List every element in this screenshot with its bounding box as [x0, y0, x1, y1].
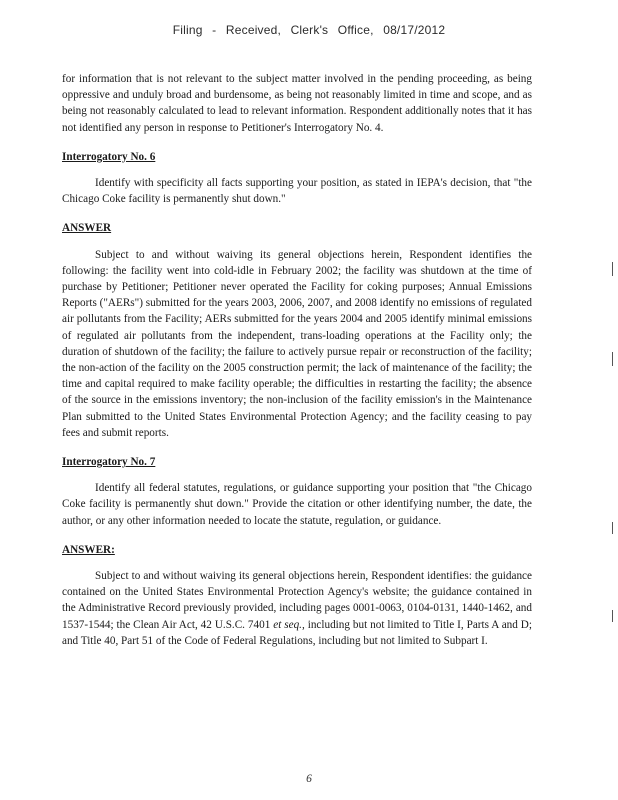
answer-7-text-a: Subject to and without waiving its general objections herein, Respondent identifies: the guidance contained on the United States Environmental Protection Agency's website; the guidance contained in the Administrative Record previously provided, including pages 0001-0063, 0104-0131, 1440-1462, and 1537-1544; the Clean Air Act, 42 U.S.C. 7401	[62, 570, 532, 631]
filing-stamp: Filing - Received, Clerk's Office, 08/17/2012	[172, 23, 446, 37]
margin-mark	[612, 522, 613, 534]
heading-answer-7: ANSWER:	[62, 543, 115, 556]
paragraph-objection-continued: for information that is not relevant to the subject matter involved in the pending proceeding, as being oppressive and unduly broad and burdensome, as being not reasonably limited in time and scope, and as being not reasonably calculated to lead to relevant information. Respondent additionally notes that it has not identified any person in response to Petitioner's Interrogatory No. 4.	[62, 73, 532, 134]
document-body	[62, 71, 532, 649]
heading-answer-6: ANSWER	[62, 222, 112, 235]
paragraph-answer-6: Subject to and without waiving its general objections herein, Respondent identifies the following: the facility went into cold-idle in February 2002; the facility was shutdown at the time of purchase by Petitioner; Petitioner never operated the Facility for coking purposes; Annual Emissions Reports ("AERs") submitted for the years 2003, 2006, 2007, and 2008 identify no emissions of regulated air pollutants from the Facility; AERs submitted for the years 2004 and 2005 identify minimal emissions of regulated air pollutants from the independent, trans-loading operations at the Facility only; the duration of shutdown of the facility; the failure to actively pursue repair or reconstruction of the facility; the non-action of the facility on the 2005 construction permit; the lack of maintenance of the facility; the time and capital required to make facility operable; the difficulties in restarting the facility; the absence of the source in the emissions inventory; the non-inclusion of the facility emission's in the Maintenance Plan submitted to the United States Environmental Protection Agency; and the facility ceasing to pay fees and submit reports.	[62, 248, 532, 439]
answer-7-et-seq: et seq.,	[273, 618, 305, 631]
paragraph-interrogatory-6: Identify with specificity all facts supporting your position, as stated in IEPA's decision, that "the Chicago Coke facility is permanently shut down."	[62, 177, 532, 206]
heading-interrogatory-7: Interrogatory No. 7	[62, 456, 156, 469]
margin-mark	[612, 610, 613, 622]
paragraph-answer-7	[62, 568, 532, 649]
answer-7-text-b: including but not limited to Title I, Parts A and D; and Title 40, Part 51 of the Code of Federal Regulations, including but not limited to Subpart I.	[62, 618, 532, 647]
page-number: 6	[306, 773, 312, 785]
margin-mark	[612, 352, 613, 366]
heading-interrogatory-6: Interrogatory No. 6	[62, 150, 156, 163]
margin-mark	[612, 262, 613, 276]
paragraph-interrogatory-7: Identify all federal statutes, regulations, or guidance supporting your position that "the Chicago Coke facility is permanently shut down." Provide the citation or other identifying number, the date, the author, or any other information needed to locate the statute, regulation, or guidance.	[62, 482, 532, 527]
